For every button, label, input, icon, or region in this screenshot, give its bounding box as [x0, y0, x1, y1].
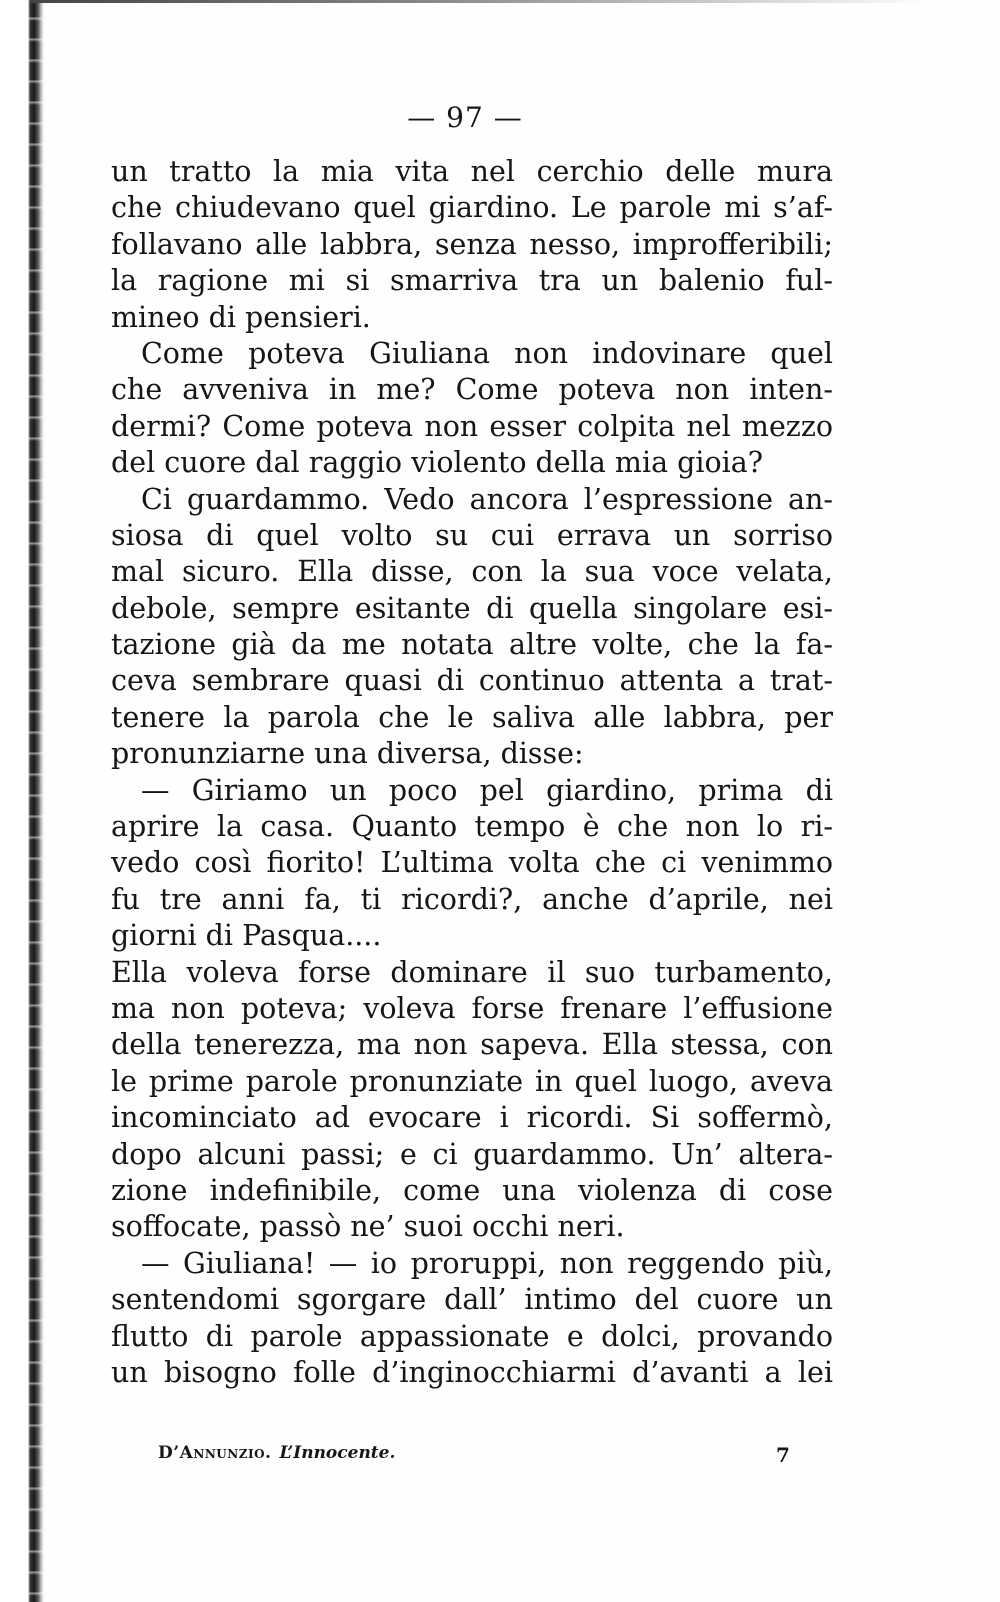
text-line: sentendomi sgorgare dall’ intimo del cuore un	[111, 1283, 833, 1317]
text-line: del cuore dal raggio violento della mia gioia?	[111, 446, 764, 480]
text-line: Ci guardammo. Vedo ancora l’espressione an-	[141, 482, 833, 516]
signature-mark: 7	[776, 1443, 790, 1467]
text-line: che chiudevano quel giardino. Le parole mi s’af-	[111, 191, 833, 225]
text-line: Come poteva Giuliana non indovinare quel	[141, 336, 833, 370]
text-line: siosa di quel volto su cui errava un sorriso	[111, 518, 833, 552]
body-text	[111, 154, 833, 1391]
text-line: soffocate, passò ne’ suoi occhi neri.	[111, 1210, 625, 1244]
text-line: fu tre anni fa, ti ricordi?, anche d’aprile, nei	[111, 882, 833, 916]
text-line: ceva sembrare quasi di continuo attenta a trat-	[111, 664, 833, 698]
text-line: mineo di pensieri.	[111, 300, 371, 334]
text-line: ma non poteva; voleva forse frenare l’effusione	[111, 991, 833, 1025]
text-line: le prime parole pronunziate in quel luogo, aveva	[111, 1064, 833, 1098]
text-line: un bisogno folle d’inginocchiarmi d’avanti a lei	[111, 1355, 833, 1389]
text-line: follavano alle labbra, senza nesso, improfferibili;	[111, 227, 833, 261]
text-line: aprire la casa. Quanto tempo è che non lo ri-	[111, 810, 833, 844]
text-line: vedo così fiorito! L’ultima volta che ci venimmo	[111, 846, 833, 880]
scan-top-edge	[30, 0, 1000, 3]
page-number: — 97 —	[407, 101, 523, 134]
text-line: debole, sempre esitante di quella singolare esi-	[111, 591, 833, 625]
text-line: tazione già da me notata altre volte, che la fa-	[111, 628, 833, 662]
footer-signature-line	[158, 1438, 798, 1468]
scan-binding-edge	[0, 0, 44, 1602]
text-line: — Giuliana! — io proruppi, non reggendo più,	[141, 1246, 833, 1280]
footer-author: D’Annunzio.	[158, 1443, 272, 1463]
footer-title: L’Innocente.	[279, 1443, 396, 1463]
text-line: dopo alcuni passi; e ci guardammo. Un’ altera-	[111, 1137, 833, 1171]
text-line: tenere la parola che le saliva alle labbra, per	[111, 700, 833, 734]
text-line: mal sicuro. Ella disse, con la sua voce velata,	[111, 555, 833, 589]
text-line: zione indefinibile, come una violenza di cose	[111, 1173, 833, 1207]
text-line: — Giriamo un poco pel giardino, prima di	[141, 773, 833, 807]
text-line: un tratto la mia vita nel cerchio delle mura	[111, 155, 833, 188]
text-line: dermi? Come poteva non esser colpita nel mezzo	[111, 409, 833, 443]
text-line: della tenerezza, ma non sapeva. Ella stessa, con	[111, 1028, 833, 1062]
text-line: la ragione mi si smarriva tra un balenio ful-	[111, 264, 833, 298]
text-line: Ella voleva forse dominare il suo turbamento,	[111, 955, 833, 989]
text-line: flutto di parole appassionate e dolci, provando	[111, 1319, 833, 1353]
text-line: pronunziarne una diversa, disse:	[111, 737, 584, 771]
text-line: incominciato ad evocare i ricordi. Si soffermò,	[111, 1101, 833, 1135]
text-line: che avveniva in me? Come poteva non inten-	[111, 373, 833, 407]
text-line: giorni di Pasqua....	[111, 919, 382, 953]
